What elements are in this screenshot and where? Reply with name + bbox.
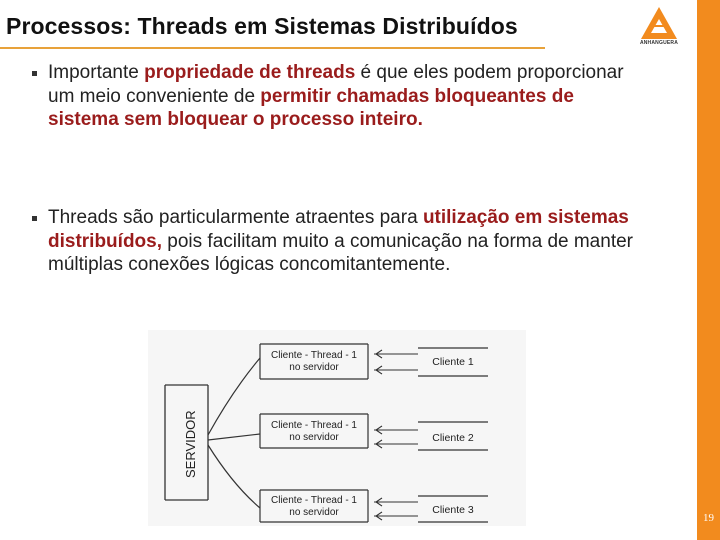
server-threads-diagram	[148, 330, 526, 526]
bullet-1-highlight: permitir chamadas bloqueantes de sistema sem bloquear o processo inteiro.	[48, 85, 574, 130]
logo-wordmark: ANHANGUERA	[639, 40, 679, 46]
bullet-2-part: Threads são particularmente atraentes para	[48, 207, 423, 228]
bullet-1-highlight: propriedade de threads	[144, 62, 356, 83]
page-number: 19	[703, 512, 714, 524]
client-3-label: Cliente 3	[432, 504, 474, 516]
bullet-2-highlight: utilização em sistemas distribuídos,	[48, 207, 629, 252]
bullet-marker	[32, 216, 37, 221]
accent-sidebar	[697, 0, 720, 540]
thread-2-line1: Cliente - Thread - 1	[271, 420, 357, 431]
server-label: SERVIDOR	[183, 410, 198, 478]
bullet-marker	[32, 71, 37, 76]
thread-3-line1: Cliente - Thread - 1	[271, 495, 357, 506]
thread-1-line1: Cliente - Thread - 1	[271, 350, 357, 361]
title-underline	[0, 47, 545, 49]
bullet-1-text	[48, 61, 648, 132]
bullet-1-part: Importante	[48, 62, 145, 83]
bullet-2-text	[48, 206, 648, 277]
thread-1-line2: no servidor	[289, 362, 339, 373]
bullet-2-part: pois facilitam muito a comunicação na forma de manter múltiplas conexões lógicas concomitantemente.	[48, 230, 633, 275]
thread-2-line2: no servidor	[289, 432, 339, 443]
client-1-label: Cliente 1	[432, 356, 474, 368]
slide-title: Processos: Threads em Sistemas Distribuídos	[6, 13, 518, 39]
client-2-label: Cliente 2	[432, 432, 474, 444]
thread-3-line2: no servidor	[289, 507, 339, 518]
bullet-1-part: é que eles podem proporcionar um meio conveniente de	[48, 62, 624, 107]
